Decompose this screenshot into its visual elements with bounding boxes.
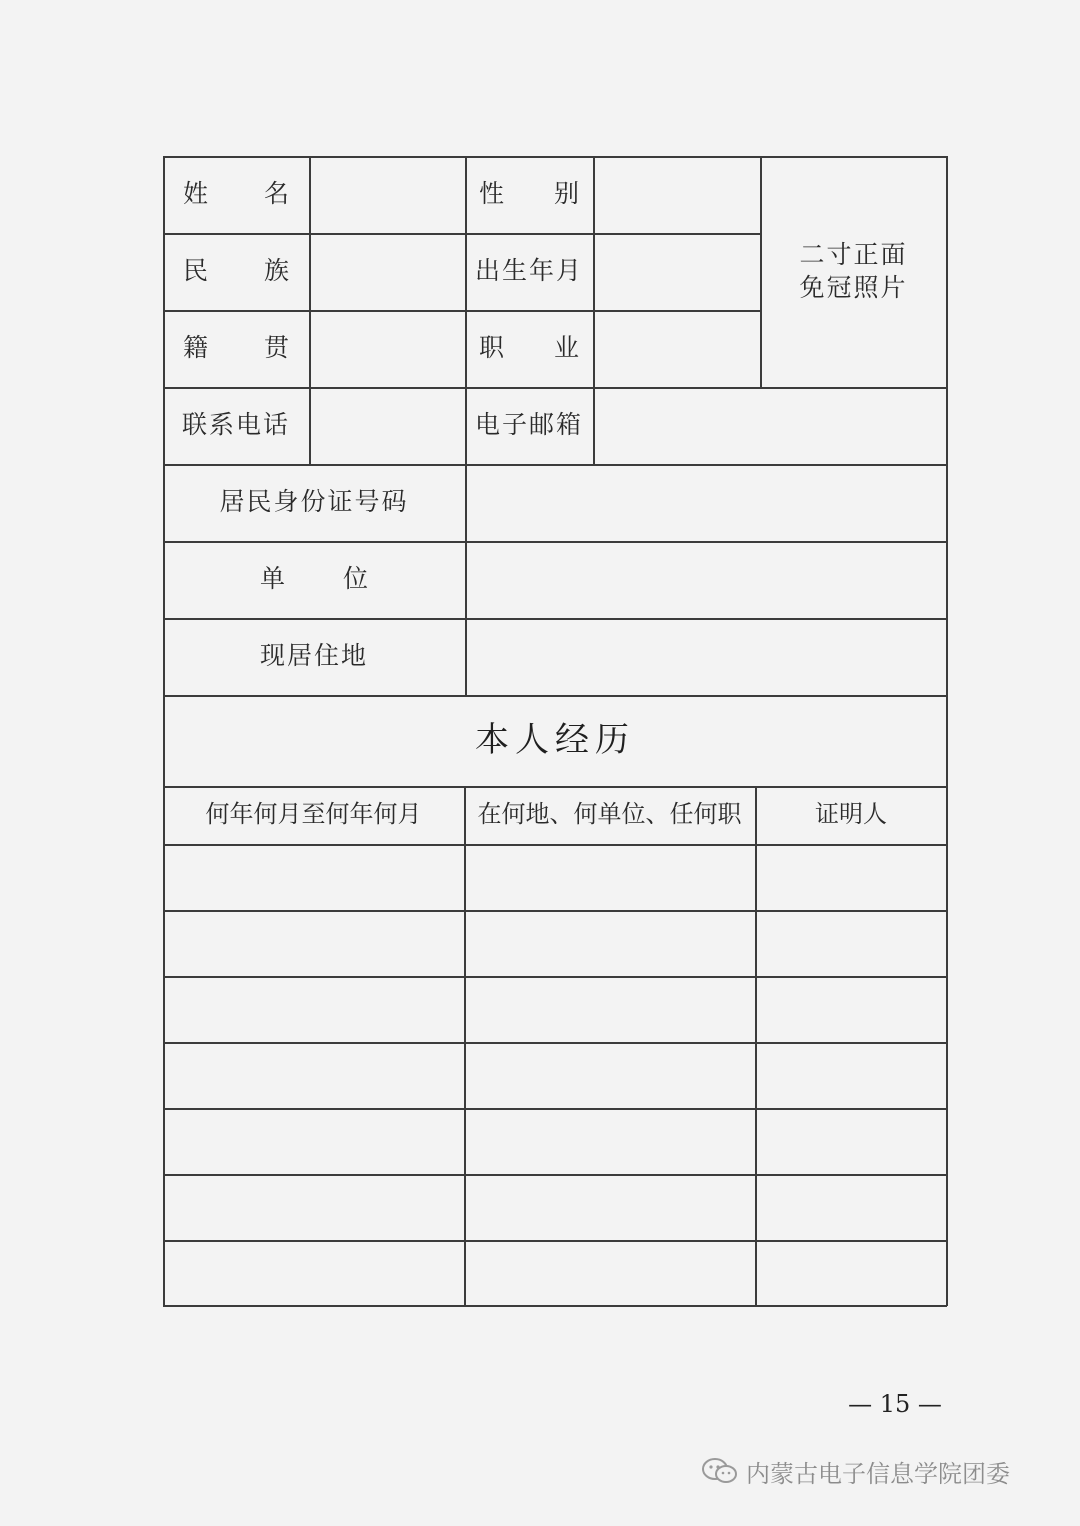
experience-period-cell[interactable] bbox=[163, 1174, 464, 1240]
experience-position-cell[interactable] bbox=[464, 1042, 755, 1108]
ethnicity-field[interactable] bbox=[309, 233, 465, 310]
experience-period-cell[interactable] bbox=[163, 1240, 464, 1305]
experience-period-cell[interactable] bbox=[163, 910, 464, 976]
id-number-label: 居民身份证号码 bbox=[219, 487, 409, 517]
phone-field[interactable] bbox=[309, 387, 465, 464]
experience-period-cell[interactable] bbox=[163, 1108, 464, 1174]
phone-label: 联系电话 bbox=[181, 410, 290, 440]
name-label-char: 姓 bbox=[183, 179, 209, 209]
wechat-icon bbox=[700, 1456, 740, 1486]
gender-field[interactable] bbox=[593, 156, 760, 233]
experience-position-cell[interactable] bbox=[464, 844, 755, 910]
gender-label bbox=[465, 156, 593, 233]
witness-column-header: 证明人 bbox=[815, 800, 887, 829]
experience-position-cell[interactable] bbox=[464, 1240, 755, 1305]
employer-label-char: 位 bbox=[343, 564, 369, 594]
employer-field[interactable] bbox=[465, 541, 947, 618]
experience-section-title: 本人经历 bbox=[475, 720, 635, 761]
experience-position-cell[interactable] bbox=[464, 910, 755, 976]
name-field[interactable] bbox=[309, 156, 465, 233]
page-number: — 15 — bbox=[848, 1390, 942, 1418]
native-place-label-char: 贯 bbox=[263, 333, 289, 363]
ethnicity-label-char: 族 bbox=[263, 256, 289, 286]
watermark bbox=[700, 1453, 1060, 1489]
experience-period-cell[interactable] bbox=[163, 1042, 464, 1108]
occupation-label-char: 职 bbox=[479, 333, 505, 363]
position-column-header: 在何地、何单位、任何职 bbox=[477, 800, 742, 829]
ethnicity-label bbox=[163, 233, 309, 310]
address-field[interactable] bbox=[465, 618, 947, 695]
ethnicity-label-char: 民 bbox=[183, 256, 209, 286]
native-place-label bbox=[163, 310, 309, 387]
name-label-char: 名 bbox=[263, 179, 289, 209]
id-number-field[interactable] bbox=[465, 464, 947, 541]
experience-period-cell[interactable] bbox=[163, 844, 464, 910]
period-column-header: 何年何月至何年何月 bbox=[205, 800, 422, 829]
gender-label-char: 别 bbox=[553, 179, 579, 209]
watermark-text: 内蒙古电子信息学院团委 bbox=[746, 1459, 1010, 1488]
occupation-field[interactable] bbox=[593, 310, 760, 387]
name-label bbox=[163, 156, 309, 233]
occupation-label-char: 业 bbox=[553, 333, 579, 363]
registration-form bbox=[163, 156, 947, 1306]
email-field[interactable] bbox=[593, 387, 947, 464]
birth-date-field[interactable] bbox=[593, 233, 760, 310]
native-place-label-char: 籍 bbox=[183, 333, 209, 363]
experience-witness-cell[interactable] bbox=[755, 1240, 947, 1305]
experience-witness-cell[interactable] bbox=[755, 1174, 947, 1240]
experience-position-cell[interactable] bbox=[464, 976, 755, 1042]
email-label: 电子邮箱 bbox=[474, 410, 583, 440]
experience-witness-cell[interactable] bbox=[755, 1042, 947, 1108]
native-place-field[interactable] bbox=[309, 310, 465, 387]
experience-witness-cell[interactable] bbox=[755, 910, 947, 976]
experience-witness-cell[interactable] bbox=[755, 1108, 947, 1174]
experience-position-cell[interactable] bbox=[464, 1108, 755, 1174]
address-label: 现居住地 bbox=[259, 641, 368, 671]
gender-label-char: 性 bbox=[479, 179, 505, 209]
experience-witness-cell[interactable] bbox=[755, 976, 947, 1042]
employer-label-char: 单 bbox=[259, 564, 285, 594]
employer-label bbox=[163, 541, 465, 618]
birth-date-label: 出生年月 bbox=[474, 256, 583, 286]
table-border bbox=[163, 1305, 947, 1307]
photo-caption-line1: 二寸正面 bbox=[799, 240, 908, 269]
experience-period-cell[interactable] bbox=[163, 976, 464, 1042]
photo-box[interactable] bbox=[760, 156, 947, 387]
occupation-label bbox=[465, 310, 593, 387]
experience-witness-cell[interactable] bbox=[755, 844, 947, 910]
experience-position-cell[interactable] bbox=[464, 1174, 755, 1240]
photo-caption-line2: 免冠照片 bbox=[799, 272, 908, 302]
